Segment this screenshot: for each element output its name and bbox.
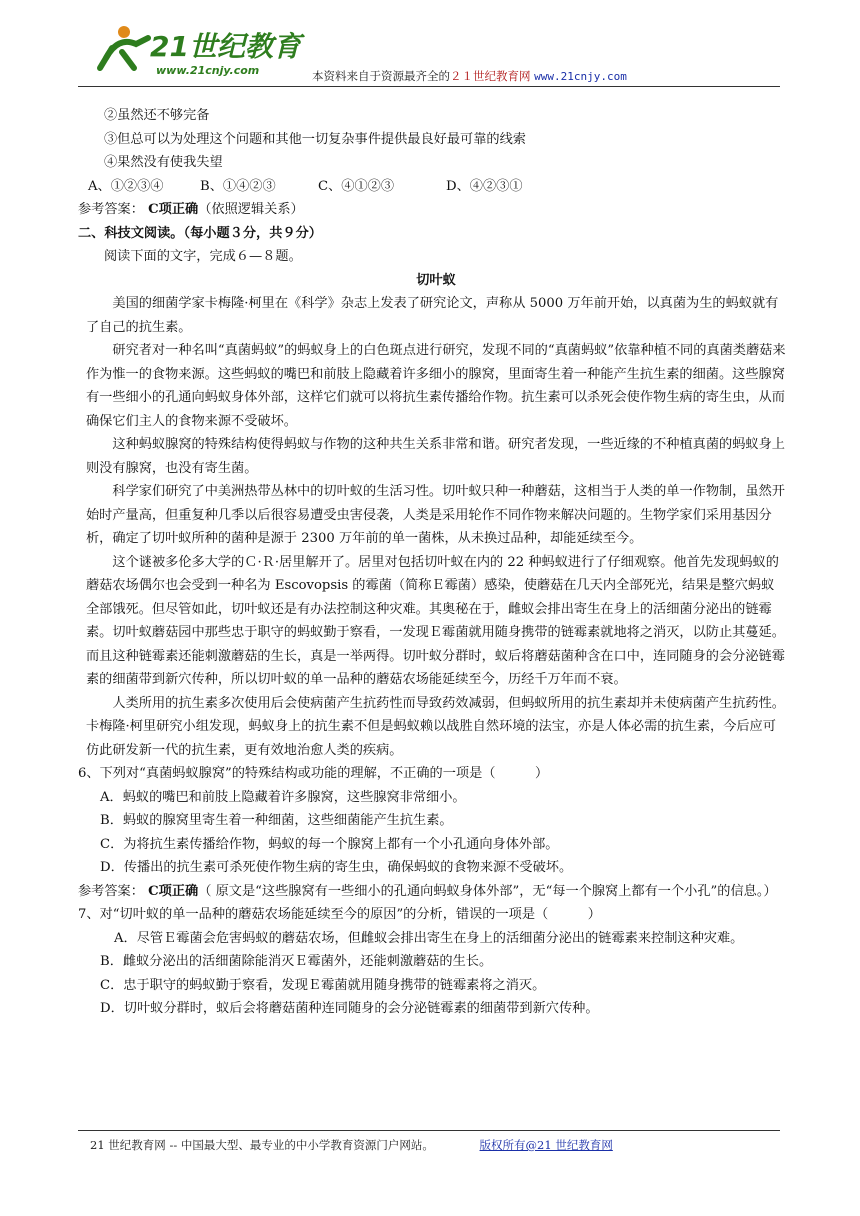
svg-text:21世纪教育: 21世纪教育 — [150, 30, 301, 63]
header-source-note — [312, 68, 627, 84]
article-title: 切叶蚁 — [416, 272, 456, 288]
choice-a: A、①②③④ — [88, 178, 164, 194]
page-header — [78, 18, 780, 88]
answer-explanation: （依照逻辑关系） — [198, 202, 304, 217]
header-site-name[interactable]: ２１世纪教育网 — [450, 69, 531, 83]
header-url[interactable]: www.21cnjy.com — [534, 70, 627, 83]
article-paragraph: 美国的细菌学家卡梅隆·柯里在《科学》杂志上发表了研究论文，声称从 5000 万年前开始，以真菌为生的蚂蚁就有了自己的抗生素。 — [86, 296, 779, 335]
option-line: ②虽然还不够完备 — [104, 108, 210, 123]
choice-d: D、④②③① — [446, 178, 523, 194]
article-paragraph: 研究者对一种名叫“真菌蚂蚁”的蚂蚁身上的白色斑点进行研究，发现不同的“真菌蚂蚁”依靠种植不同的真菌类蘑菇来作为惟一的食物来源。这些蚂蚁的嘴巴和前肢上隐藏着许多细小的腺窝，里面寄生着一种能产生抗生素的细菌。这些腺窝有一些细小的孔通向蚂蚁身体外部，这样它们就可以将抗生素传播给作物。抗生素可以杀死会使作物生病的寄生虫，从而确保它们主人的食物来源不受破坏。 — [86, 343, 786, 429]
footer-copyright-link[interactable]: 版权所有@21 世纪教育网 — [479, 1138, 613, 1152]
answer-label: 参考答案： — [78, 202, 144, 217]
article-paragraph: 人类所用的抗生素多次使用后会使病菌产生抗药性而导致药效减弱，但蚂蚁所用的抗生素却并未使病菌产生抗药性。卡梅隆·柯里研究小组发现，蚂蚁身上的抗生素不但是蚂蚁赖以战胜自然环境的法宝，亦是人体必需的抗生素，今后应可仿此研发新一代的抗生素，更有效地治愈人类的疾病。 — [86, 695, 785, 758]
question-7-option-d: D．切叶蚁分群时，蚁后会将蘑菇菌种连同随身的会分泌链霉素的细菌带到新穴传种。 — [100, 1001, 599, 1016]
reference-answer-2 — [78, 880, 786, 904]
question-6-option-c: C．为将抗生素传播给作物，蚂蚁的每一个腺窝上都有一个小孔通向身体外部。 — [100, 836, 559, 852]
option-line: ③但总可以为处理这个问题和其他一切复杂事件提供最良好最可靠的线索 — [104, 131, 526, 147]
answer-key: C项正确 — [148, 883, 199, 899]
site-logo — [78, 18, 308, 80]
svg-text:www.21cnjy.com: www.21cnjy.com — [156, 64, 260, 77]
question-7-option-b: B．雌蚁分泌出的活细菌除能消灭Ｅ霉菌外，还能刺激蘑菇的生长。 — [100, 954, 493, 969]
article-paragraph: 这个谜被多伦多大学的Ｃ·Ｒ·居里解开了。居里对包括切叶蚁在内的 22 种蚂蚁进行了仔细观察。他首先发现蚂蚁的蘑菇农场偶尔也会受到一种名为 Escovopsis 的霉菌（简称Ｅ霉菌）感染，使蘑菇在几天内全部死光，结果是整穴蚂蚁全部饿死。但尽管如此，切叶蚁还是有办法控制这种灾难。其奥秘在于，雌蚁会排出寄生在身上的活细菌分泌出的链霉素。切叶蚁蘑菇园中那些忠于职守的蚂蚁勤于察看，一发现Ｅ霉菌就用随身携带的链霉素就地将之消灭，以防止其蔓延。而且这种链霉素还能刺激蘑菇的生长，真是一举两得。切叶蚁分群时，蚁后将蘑菇菌种含在口中，连同随身的会分泌链霉素的细菌带到新穴传种，所以切叶蚁的单一品种的蘑菇农场能延续至今，历经千万年而不衰。 — [86, 554, 785, 687]
question-7-option-c: C．忠于职守的蚂蚁勤于察看，发现Ｅ霉菌就用随身携带的链霉素将之消灭。 — [100, 977, 546, 993]
document-body — [78, 104, 786, 1021]
answer-key: C项正确 — [148, 202, 199, 217]
article-paragraph: 这种蚂蚁腺窝的特殊结构使得蚂蚁与作物的这种共生关系非常和谐。研究者发现，一些近缘的不种植真菌的蚂蚁身上则没有腺窝，也没有寄生菌。 — [86, 437, 785, 476]
section-heading: 二、科技文阅读。（每小题３分，共９分） — [78, 225, 322, 241]
footer-text: 21 世纪教育网 -- 中国最大型、最专业的中小学教育资源门户网站。 — [90, 1138, 434, 1152]
page-footer — [90, 1137, 613, 1153]
header-note-prefix: 本资料来自于资源最齐全的 — [312, 69, 450, 83]
question-6-option-b: B．蚂蚁的腺窝里寄生着一种细菌，这些细菌能产生抗生素。 — [100, 813, 453, 828]
option-line: ④果然没有使我失望 — [104, 155, 223, 170]
reference-answer-1 — [78, 198, 786, 222]
question-6-option-a: A．蚂蚁的嘴巴和前肢上隐藏着许多腺窝，这些腺窝非常细小。 — [100, 789, 466, 805]
instructions: 阅读下面的文字，完成６—８题。 — [104, 249, 302, 264]
article-paragraph: 科学家们研究了中美洲热带丛林中的切叶蚁的生活习性。切叶蚁只种一种蘑菇，这相当于人类的单一作物制，虽然开始时产量高，但重复种几季以后很容易遭受虫害侵袭，人类是采用轮作不同作物来解决问题的。生物学家们采用基因分析，确定了切叶蚁所种的菌种是源于 2300 万年前的单一菌株，从未换过品种，却能延续至今。 — [86, 484, 785, 546]
question-6: 6、下列对“真菌蚂蚁腺窝”的特殊结构或功能的理解，不正确的一项是（ ） — [78, 766, 549, 781]
choice-b: B、①④②③ — [200, 178, 276, 194]
choice-c: C、④①②③ — [318, 178, 395, 194]
question-7-option-a: A．尽管Ｅ霉菌会危害蚂蚁的蘑菇农场，但雌蚁会排出寄生在身上的活细菌分泌出的链霉素来控制这种灾难。 — [114, 930, 744, 946]
answer-explanation: （ 原文是“这些腺窝有一些细小的孔通向蚂蚁身体外部”，无“每一个腺窝上都有一个小孔”的信息。） — [198, 883, 777, 899]
question-7: 7、对“切叶蚁的单一品种的蘑菇农场能延续至今的原因”的分析，错误的一项是（ ） — [78, 907, 601, 922]
question-6-option-d: D．传播出的抗生素可杀死使作物生病的寄生虫，确保蚂蚁的食物来源不受破坏。 — [100, 860, 573, 875]
footer-divider — [78, 1130, 780, 1131]
answer-label: 参考答案： — [78, 883, 144, 899]
header-divider — [78, 86, 780, 87]
answer-choices — [86, 175, 786, 199]
